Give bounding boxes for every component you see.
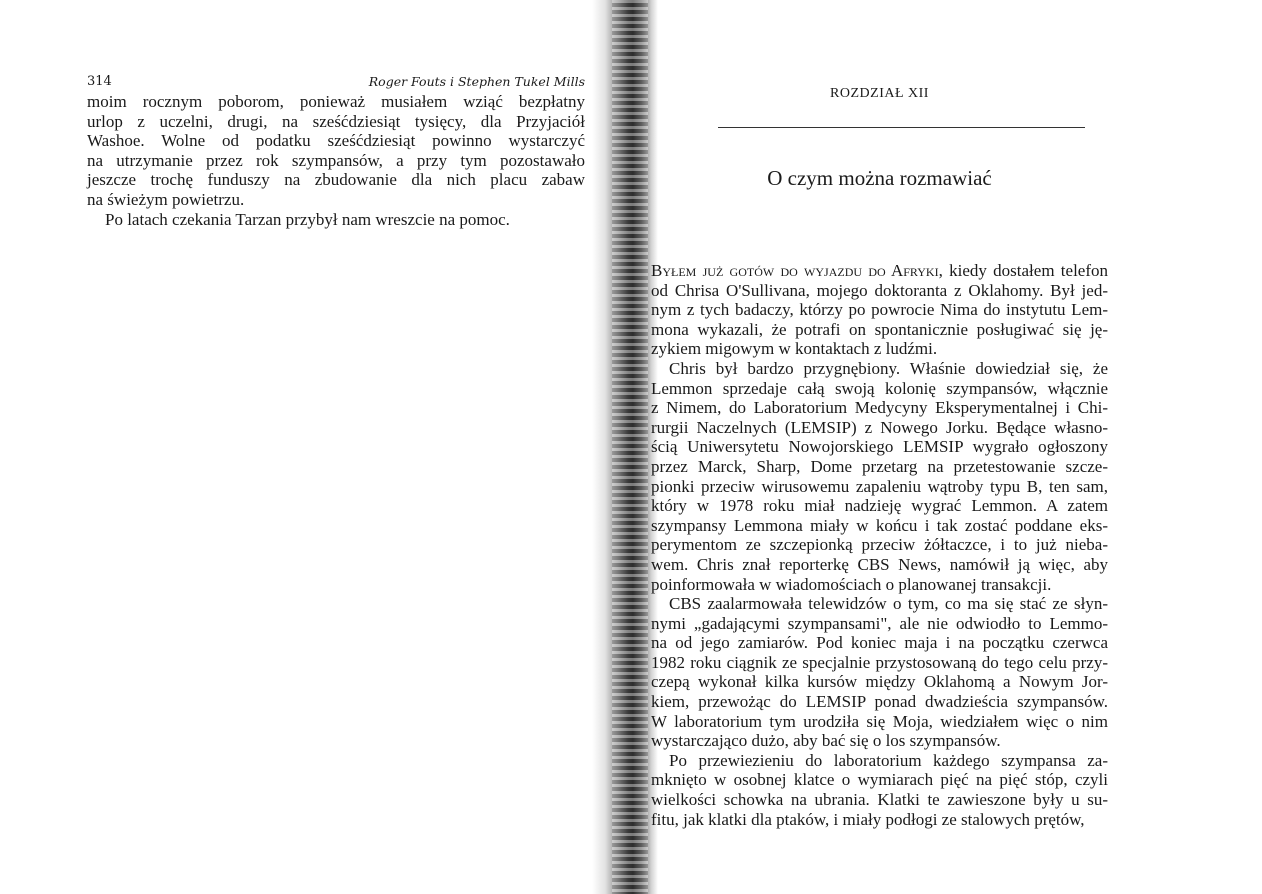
text-line: przez Marck, Sharp, Dome przetarg na przetestowanie szcze- xyxy=(651,456,1108,476)
text-line: 1982 roku ciągnik ze specjalnie przystosowaną do tego celu przy- xyxy=(651,652,1108,672)
text-line: fitu, jak klatki dla ptaków, i miały podłogi ze stalowych prętów, xyxy=(651,809,1085,829)
text-line: Washoe. Wolne od podatku sześćdziesiąt powinno wystarczyć xyxy=(87,131,585,151)
text-line: rurgii Naczelnych (LEMSIP) z Nowego Jorku. Będące własno- xyxy=(651,417,1108,437)
right-page-body xyxy=(651,261,1108,829)
text-line: czepą wykonał kilka kursów między Oklahomą a Nowym Jor- xyxy=(651,672,1108,692)
page-number: 314 xyxy=(87,74,112,89)
text-line-rest: , kiedy dostałem telefon xyxy=(938,261,1109,280)
text-line: na od jego zamiarów. Pod koniec maja i na początku czerwca xyxy=(651,633,1108,653)
paragraph xyxy=(651,359,1108,594)
text-line: zykiem migowym w kontaktach z ludźmi. xyxy=(651,339,938,359)
text-line: na utrzymanie przez rok szympansów, a przy tym pozostawało xyxy=(87,150,585,170)
text-line: wielkości schowka na ubrania. Klatki te zawieszone były u su- xyxy=(651,790,1108,810)
text-line: perymentom ze szczepionką przeciw żółtaczce, i to już nieba- xyxy=(651,535,1108,555)
running-head: Roger Fouts i Stephen Tukel Mills xyxy=(368,74,585,89)
text-line: urlop z uczelni, drugi, na sześćdziesiąt tysięcy, dla Przyjaciół xyxy=(87,111,585,131)
text-line: mknięto w osobnej klatce o wymiarach pięć na pięć stóp, czyli xyxy=(651,770,1108,790)
paragraph xyxy=(651,594,1108,751)
text-line: Chris był bardzo przygnębiony. Właśnie dowiedział się, że xyxy=(669,358,1108,378)
text-line: Po latach czekania Tarzan przybył nam wreszcie na pomoc. xyxy=(105,209,510,229)
paragraph xyxy=(651,261,1108,359)
text-line: od Chrisa O'Sullivana, mojego doktoranta z Oklahomy. Był jed- xyxy=(651,280,1108,300)
opening-small-caps: Byłem już gotów do wyjazdu do Afryki xyxy=(651,261,939,280)
text-line: kiem, przewożąc do LEMSIP ponad dwadzieścia szympansów. xyxy=(651,692,1108,712)
chapter-title: O czym można rozmawiać xyxy=(767,166,992,190)
text-line: wystarczająco dużo, aby bać się o los szympansów. xyxy=(651,731,1001,751)
chapter-label: ROZDZIAŁ XII xyxy=(830,86,929,101)
left-page xyxy=(87,70,585,229)
paragraph xyxy=(651,751,1108,829)
chapter-divider xyxy=(718,127,1085,128)
text-line: CBS zaalarmowała telewidzów o tym, co ma się stać ze słyn- xyxy=(669,594,1108,614)
text-line: ścią Uniwersytetu Nowojorskiego LEMSIP wygrało ogłoszony xyxy=(651,437,1108,457)
book-gutter-texture xyxy=(612,0,648,894)
text-line: wem. Chris znał reporterkę CBS News, namówił ją więc, aby xyxy=(651,554,1108,574)
text-line: pionki przeciw wirusowemu zapaleniu wątroby typu B, ten sam, xyxy=(651,476,1108,496)
text-line xyxy=(651,261,1108,281)
paragraph xyxy=(87,210,585,230)
text-line: nymi „gadającymi szympansami", ale nie odwiodło to Lemmo- xyxy=(651,613,1108,633)
text-line: nym z tych badaczy, którzy po powrocie Nima do instytutu Lem- xyxy=(651,300,1108,320)
text-line: na świeżym powietrzu. xyxy=(87,189,245,209)
text-line: W laboratorium tym urodziła się Moja, wiedziałem więc o nim xyxy=(651,711,1108,731)
text-line: szympansy Lemmona miały w końcu i tak zostać poddane eks- xyxy=(651,515,1108,535)
text-line: jeszcze trochę funduszy na zbudowanie dla nich placu zabaw xyxy=(87,170,585,190)
text-line: mona wykazali, że potrafi on spontanicznie posługiwać się ję- xyxy=(651,319,1108,339)
page-header xyxy=(87,70,585,92)
text-line: z Nimem, do Laboratorium Medycyny Eksperymentalnej i Chi- xyxy=(651,398,1108,418)
left-page-body xyxy=(87,92,585,229)
text-line: który w 1978 roku miał nadzieję wygrać Lemmon. A zatem xyxy=(651,496,1108,516)
text-line: Po przewiezieniu do laboratorium każdego szympansa za- xyxy=(669,750,1108,770)
text-line: poinformowała w wiadomościach o planowanej transakcji. xyxy=(651,574,1052,594)
paragraph xyxy=(87,92,585,210)
text-line: moim rocznym poborom, ponieważ musiałem wziąć bezpłatny xyxy=(87,92,585,111)
text-line: Lemmon sprzedaje całą swoją kolonię szympansów, włącznie xyxy=(651,378,1108,398)
